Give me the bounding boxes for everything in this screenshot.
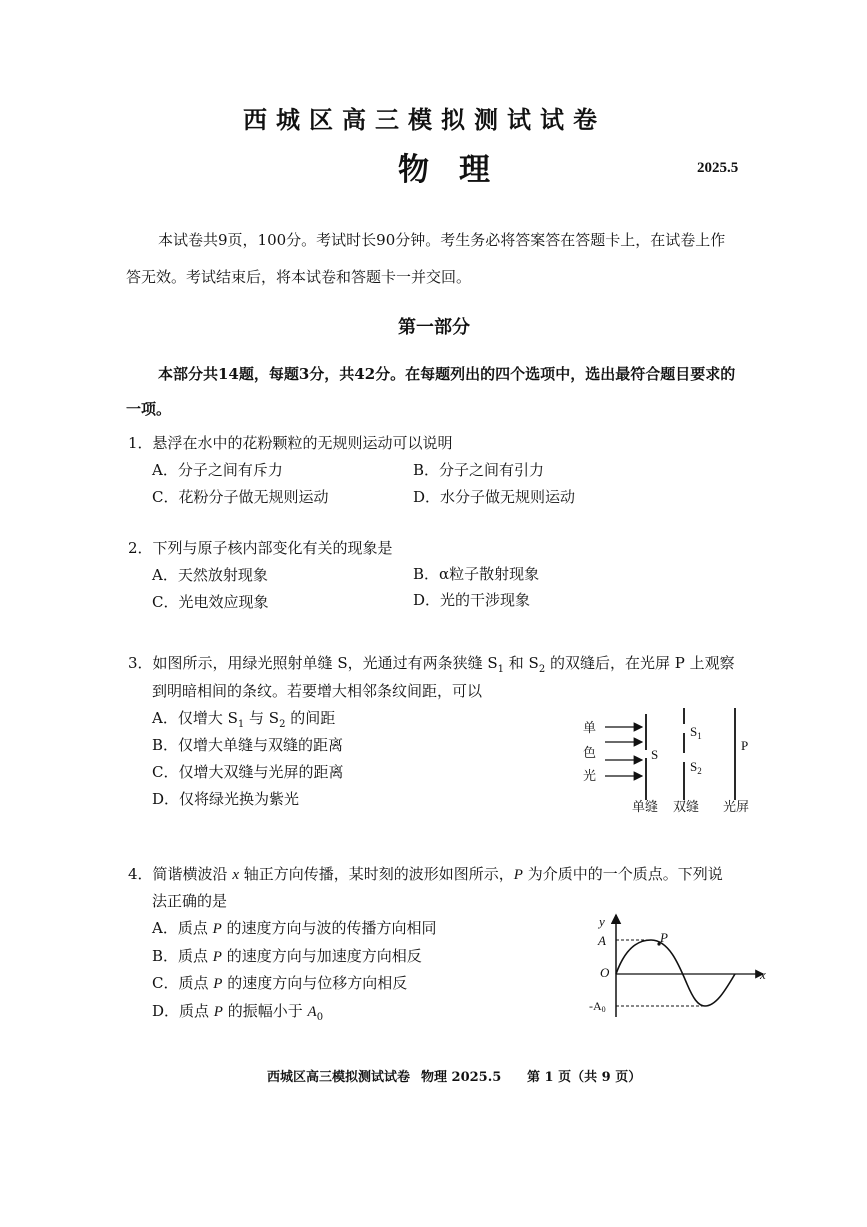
q2-option-c: C．光电效应现象 bbox=[152, 593, 269, 611]
q3-option-b: B．仅增大单缝与双缝的距离 bbox=[152, 736, 344, 754]
q1-option-d: D．水分子做无规则运动 bbox=[413, 488, 576, 506]
footer-subject-date: 物理 2025.5 bbox=[421, 1070, 502, 1085]
q1-option-b: B．分子之间有引力 bbox=[413, 461, 545, 479]
origin-label: O bbox=[600, 965, 610, 980]
instructions-line1: 本试卷共9页，100分。考试时长90分钟。考生务必将答案答在答题卡上，在试卷上作 bbox=[158, 231, 726, 249]
s2-label: $S_2$ bbox=[690, 759, 702, 776]
part-desc-line2: 一项。 bbox=[126, 400, 172, 418]
q1-stem: 1．悬浮在水中的花粉颗粒的无规则运动可以说明 bbox=[128, 434, 453, 452]
p-label: P bbox=[741, 738, 749, 753]
q4-option-b: B．质点 P 的速度方向与加速度方向相反 bbox=[152, 947, 422, 965]
light-char-3: 光 bbox=[583, 768, 597, 783]
q4-option-c: C．质点 P 的速度方向与位移方向相反 bbox=[152, 974, 408, 992]
s-label: S bbox=[651, 747, 659, 762]
q3-option-a: A．仅增大 $S_1$ 与 $S_2$ 的间距 bbox=[152, 709, 336, 730]
q3-option-c: C．仅增大双缝与光屏的距离 bbox=[152, 763, 344, 781]
wave-graph bbox=[585, 905, 780, 1025]
q4-stem-line1: 4．简谐横波沿 x 轴正方向传播，某时刻的波形如图所示，P 为介质中的一个质点。下列说 bbox=[128, 865, 723, 883]
q1-option-c: C．花粉分子做无规则运动 bbox=[152, 488, 329, 506]
s1-label: $S_1$ bbox=[690, 724, 702, 741]
light-char-1: 单 bbox=[583, 720, 597, 735]
part-title: 第一部分 bbox=[398, 317, 470, 338]
double-slit-label: 双缝 bbox=[673, 799, 700, 814]
exam-date: 2025.5 bbox=[697, 160, 739, 176]
screen-label: 光屏 bbox=[723, 799, 750, 814]
instructions-line2: 答无效。考试结束后，将本试卷和答题卡一并交回。 bbox=[126, 268, 472, 286]
single-slit-label: 单缝 bbox=[632, 799, 659, 814]
q3-option-d: D．仅将绿光换为紫光 bbox=[152, 790, 300, 808]
q3-stem-line2: 到明暗相间的条纹。若要增大相邻条纹间距，可以 bbox=[152, 682, 483, 700]
exam-title: 西城区高三模拟测试试卷 bbox=[243, 105, 606, 134]
light-char-2: 色 bbox=[583, 745, 597, 760]
p-label: P bbox=[660, 930, 668, 945]
q4-stem-line2: 法正确的是 bbox=[152, 892, 228, 910]
footer-page: 第 1 页（共 9 页） bbox=[527, 1070, 642, 1085]
part-desc-line1: 本部分共14题，每题3分，共42分。在每题列出的四个选项中，选出最符合题目要求的 bbox=[158, 365, 736, 383]
y-axis-label: y bbox=[599, 914, 605, 929]
subject-title: 物理 bbox=[398, 152, 520, 188]
q2-option-a: A．天然放射现象 bbox=[152, 566, 268, 584]
wave-curve bbox=[616, 940, 735, 1006]
amplitude-label: A bbox=[598, 933, 606, 948]
q3-stem-line1: 3．如图所示，用绿光照射单缝 S，光通过有两条狭缝 $S_1$ 和 $S_2$ 的双缝后，在光屏 P 上观察 bbox=[128, 654, 735, 675]
double-slit-diagram bbox=[575, 700, 775, 820]
q2-stem: 2．下列与原子核内部变化有关的现象是 bbox=[128, 539, 393, 557]
q4-option-a: A．质点 P 的速度方向与波的传播方向相同 bbox=[152, 919, 437, 937]
q2-option-b: B．α粒子散射现象 bbox=[413, 565, 540, 583]
footer-exam: 西城区高三模拟测试试卷 bbox=[267, 1070, 411, 1085]
q4-option-d: D．质点 P 的振幅小于 $A_0$ bbox=[152, 1002, 324, 1023]
q1-option-a: A．分子之间有斥力 bbox=[152, 461, 283, 479]
x-axis-label: x bbox=[760, 967, 766, 982]
q2-option-d: D．光的干涉现象 bbox=[413, 591, 531, 609]
neg-amplitude-label: -A0 bbox=[589, 999, 606, 1014]
